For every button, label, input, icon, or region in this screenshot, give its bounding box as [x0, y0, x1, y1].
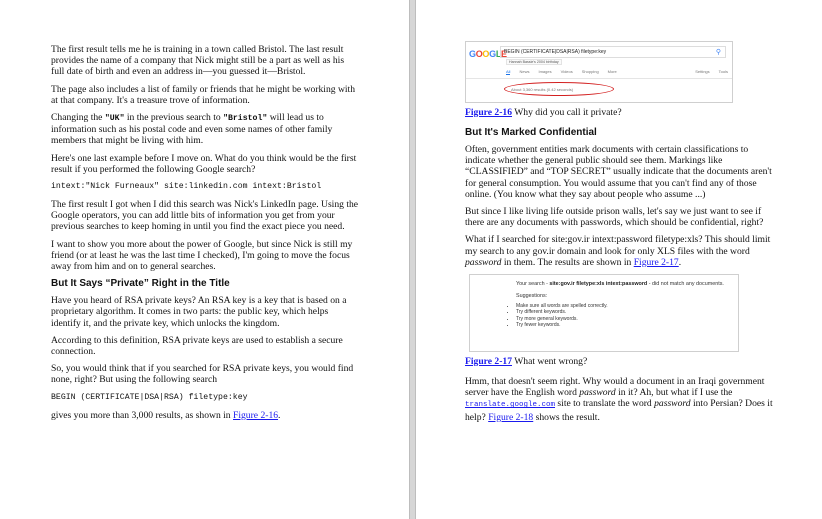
text: gives you more than 3,000 results, as shown in	[51, 409, 233, 421]
suggestion-list	[516, 303, 738, 329]
paragraph	[51, 112, 359, 147]
section-heading: But It Says “Private” Right in the Title	[51, 278, 230, 290]
tab-news[interactable]: News	[519, 69, 530, 74]
text: will lead us to information such as his postal code and even some names of other family members that might be living with him.	[51, 112, 333, 147]
caption-text: Why did you call it private?	[512, 107, 622, 118]
paragraph	[465, 234, 773, 268]
code-block: BEGIN (CERTIFICATE|DSA|RSA) filetype:key	[51, 392, 248, 402]
text: .	[278, 409, 281, 421]
text: in the previous search to	[124, 112, 224, 124]
tab-all[interactable]: All	[506, 69, 511, 74]
paragraph: Here's one last example before I move on. What do you think would be the first result if you performed the following Google search?	[51, 152, 357, 175]
suggestions-label: Suggestions:	[516, 293, 548, 300]
caption-text: What went wrong?	[512, 356, 588, 368]
list-item: • Try different keywords.	[516, 309, 738, 315]
text: .	[678, 256, 682, 268]
text: in it? Ah, but what if I use the	[615, 387, 733, 399]
right-page	[416, 0, 822, 519]
page-gutter	[409, 0, 416, 519]
code-block: intext:"Nick Furneaux" site:linkedin.com intext:Bristol	[51, 182, 322, 192]
text: Hmm, that doesn't seem right. Why would a document in an Iraqi government server have the English word	[465, 376, 765, 399]
paragraph: Often, government entities mark documents with certain classifications to indicate whether the general public should see them. Markings like “CLASSIFIED” and “TOP SECRET” usually indicate that the documents aren't for general consumption. You would assume that you can't find any of those online. (You know what they say about people who assume ...)	[465, 144, 772, 200]
text: Changing the	[51, 112, 105, 124]
paragraph: The page also includes a list of family or friends that he might be working with at that company. It's a treasure trove of information.	[51, 83, 355, 106]
search-tooltip: Hannah Bassie's 2004 birthday	[506, 59, 562, 65]
search-tabs	[506, 69, 728, 75]
figure-link[interactable]: Figure 2-16	[233, 409, 279, 421]
tab-more[interactable]: More	[607, 69, 617, 74]
paragraph	[51, 410, 359, 421]
list-item: • Try more general keywords.	[516, 316, 738, 322]
paragraph: So, you would think that if you searched for RSA private keys, you would find none, right? But using the following search	[51, 363, 354, 386]
highlight-oval	[504, 82, 614, 96]
figure-label[interactable]: Figure 2-17	[465, 356, 512, 368]
italic-text: password	[465, 256, 502, 268]
tab-videos[interactable]: Videos	[560, 69, 573, 74]
left-page	[0, 0, 409, 519]
tab-settings[interactable]: Settings	[695, 69, 710, 74]
figure-link[interactable]: Figure 2-18	[488, 411, 534, 423]
no-results-message	[516, 281, 738, 288]
text: Your search -	[516, 281, 550, 288]
text: in them. The results are shown in	[501, 256, 634, 268]
tab-shopping[interactable]: Shopping	[581, 69, 599, 74]
list-item: • Try fewer keywords.	[516, 322, 738, 328]
right-page-content	[465, 41, 773, 429]
figure-caption	[465, 356, 773, 367]
translate-link[interactable]: translate.google.com	[465, 401, 556, 410]
search-query: BEGIN (CERTIFICATE|DSA|RSA) filetype:key	[504, 49, 607, 55]
italic-text: password	[654, 398, 691, 410]
section-heading: But It's Marked Confidential	[465, 127, 597, 138]
google-logo: GOOGLE	[469, 49, 507, 59]
paragraph: Have you heard of RSA private keys? An RSA key is a key that is based on a proprietary algorithm. It comes in two parts: the public key, which helps identify it, and the private key, which unlocks the kingdom.	[51, 295, 347, 329]
tab-images[interactable]: Images	[538, 69, 552, 74]
tab-tools[interactable]: Tools	[718, 69, 728, 74]
text: shows the result.	[533, 411, 600, 423]
paragraph: I want to show you more about the power of Google, but since Nick is still my friend (or at least he was the last time I checked), I'm going to move the focus away from him and on to general searches.	[51, 238, 353, 273]
italic-text: password	[579, 387, 616, 399]
text: What if I searched for site:gov.ir intext:password filetype:xls? This should limit my search to any gov.ir domain and look for only XLS files with the word	[465, 234, 771, 257]
paragraph	[465, 376, 773, 423]
inline-code: "UK"	[104, 114, 125, 124]
paragraph: According to this definition, RSA private keys are used to establish a secure connection.	[51, 334, 343, 358]
figure-label[interactable]: Figure 2-16	[465, 107, 512, 118]
left-page-content	[51, 44, 359, 427]
paragraph: But since I like living life outside prison walls, let's say we just want to see if there are any documents with passwords, which should be confidential, right?	[465, 206, 764, 229]
result-stats: About 3,360 results (0.42 seconds)	[511, 87, 574, 92]
paragraph: The first result I got when I did this search was Nick's LinkedIn page. Using the Google operators, you can add little bits of information you get from your previous searches to keep homing in until you find the exact piece you need.	[51, 199, 359, 233]
divider	[466, 78, 732, 79]
paragraph: The first result tells me he is training in a town called Bristol. The last result provides the name of a company that Nick might still be a part as well as his full date of birth and even an address in—you guessed it—Bristol.	[51, 44, 345, 78]
inline-code: "Bristol"	[223, 114, 268, 124]
text: into Persian? Does it help?	[465, 398, 773, 423]
search-icon[interactable]: ⚲	[715, 49, 721, 56]
figure-caption	[465, 107, 773, 118]
text: - did not match any documents.	[647, 281, 724, 288]
bold-query: site:gov.ir filetype:xls intext:password	[549, 281, 648, 288]
list-item: • Make sure all words are spelled correctly.	[516, 303, 738, 309]
figure-link[interactable]: Figure 2-17	[633, 256, 679, 268]
text: site to translate the word	[555, 398, 655, 410]
figure-2-16-screenshot	[465, 41, 733, 103]
figure-2-17-screenshot	[469, 274, 739, 352]
search-input[interactable]	[500, 46, 726, 58]
